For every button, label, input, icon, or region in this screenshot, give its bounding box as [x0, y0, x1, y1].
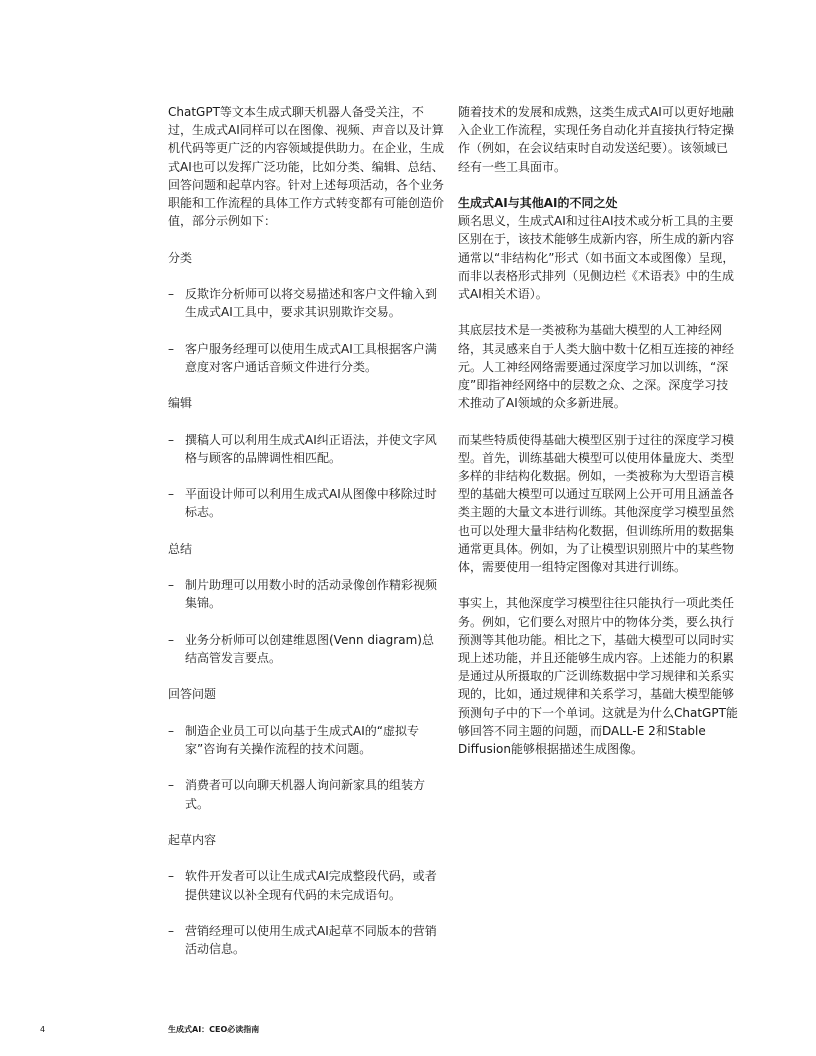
- section-heading-answer: 回答问题: [168, 687, 217, 702]
- dash-marker: –: [168, 287, 174, 301]
- footer-title: 生成式AI：CEO必读指南: [168, 1025, 260, 1034]
- bullet-item: – 反欺诈分析师可以将交易描述和客户文件输入到生成式AI工具中，要求其识别欺诈交易。: [168, 285, 444, 321]
- bullet-item: – 撰稿人可以利用生成式AI纠正语法，并使文字风格与顾客的品牌调性相匹配。: [168, 431, 444, 467]
- body-paragraph: 而某些特质使得基础大模型区别于过往的深度学习模型。首先，训练基础大模型可以使用体量庞大、类型多样的非结构化数据。例如，一类被称为大型语言模型的基础大模型可以通过互联网上公开可用且涵盖各类主题的大量文本进行训练。其他深度学习模型虽然也可以处理大量非结构化数据，但训练所用的数据集通常更具体。例如，为了让模型识别照片中的某些物体，需要使用一组特定图像对其进行训练。: [458, 432, 735, 575]
- body-paragraph: 随着技术的发展和成熟，这类生成式AI可以更好地融入企业工作流程，实现任务自动化并直接执行特定操作（例如，在会议结束时自动发送纪要）。该领域已经有一些工具面市。: [458, 105, 735, 174]
- page-number: 4: [40, 1025, 46, 1034]
- section-heading-edit: 编辑: [168, 396, 193, 411]
- body-paragraph: 事实上，其他深度学习模型往往只能执行一项此类任务。例如，它们要么对照片中的物体分类，要么执行预测等其他功能。相比之下，基础大模型可以同时实现上述功能，并且还能够生成内容。上述能力的积累是通过从所摄取的广泛训练数据中学习规律和关系实现的，比如，通过规律和关系学习，基础大模型能够预测句子中的下一个单词。这就是为什么ChatGPT能够回答不同主题的问题，而DALL-E 2和Stable Diffusion能够根据描述生成图像。: [458, 596, 738, 757]
- dash-marker: –: [168, 341, 174, 356]
- bullet-item: – 业务分析师可以创建维恩图(Venn diagram)总结高管发言要点。: [168, 631, 444, 667]
- left-column: [168, 103, 444, 977]
- section-heading-summarize: 总结: [168, 541, 193, 556]
- body-paragraph: 其底层技术是一类被称为基础大模型的人工神经网络，其灵感来自于人类大脑中数十亿相互连接的神经元。人工神经网络需要通过深度学习加以训练，“深度”即指神经网络中的层数之众、之深。深度学习技术推动了AI领域的众多新进展。: [458, 323, 735, 411]
- dash-marker: –: [168, 778, 174, 793]
- body-paragraph: 顾名思义，生成式AI和过往AI技术或分析工具的主要区别在于，该技术能够生成新内容，所生成的新内容通常以“非结构化”形式（如书面文本或图像）呈现，而非以表格形式排列（见侧边栏《术语表》中的生成式AI相关术语）。: [458, 214, 735, 302]
- intro-paragraph: ChatGPT等文本生成式聊天机器人备受关注，不过，生成式AI同样可以在图像、视频、声音以及计算机代码等更广泛的内容领域提供助力。在企业，生成式AI也可以发挥广泛功能，比如分类、编辑、总结、回答问题和起草内容。针对上述每项活动，各个业务职能和工作流程的具体工作方式转变都有可能创造价值，部分示例如下：: [168, 105, 445, 229]
- bullet-item: – 制片助理可以用数小时的活动录像创作精彩视频集锦。: [168, 576, 444, 612]
- bullet-item: – 软件开发者可以让生成式AI完成整段代码，或者提供建议以补全现有代码的未完成语句。: [168, 867, 444, 903]
- dash-marker: –: [168, 923, 174, 938]
- bullet-item: – 制造企业员工可以向基于生成式AI的“虚拟专家”咨询有关操作流程的技术问题。: [168, 722, 444, 758]
- bullet-item: – 消费者可以向聊天机器人询问新家具的组装方式。: [168, 776, 444, 812]
- bullet-item: – 平面设计师可以利用生成式AI从图像中移除过时标志。: [168, 485, 444, 521]
- dash-marker: –: [168, 723, 174, 738]
- right-column: [458, 103, 738, 776]
- dash-marker: –: [168, 869, 174, 884]
- dash-marker: –: [168, 632, 174, 647]
- dash-marker: –: [168, 487, 174, 502]
- dash-marker: –: [168, 578, 174, 593]
- bullet-item: – 营销经理可以使用生成式AI起草不同版本的营销活动信息。: [168, 922, 444, 958]
- subheading: 生成式AI与其他AI的不同之处: [458, 196, 618, 210]
- section-heading-classify: 分类: [168, 250, 193, 265]
- bullet-item: – 客户服务经理可以使用生成式AI工具根据客户满意度对客户通话音频文件进行分类。: [168, 340, 444, 376]
- section-heading-draft: 起草内容: [168, 832, 217, 847]
- dash-marker: –: [168, 432, 174, 447]
